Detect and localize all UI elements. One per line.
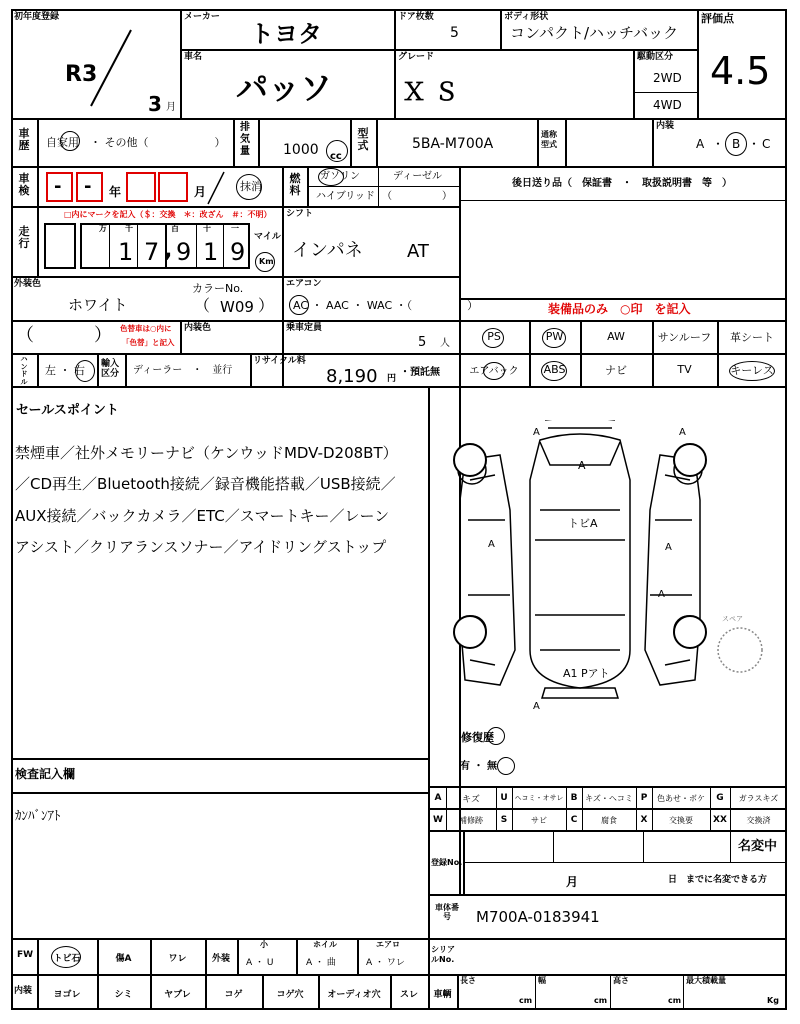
grid-line: [378, 166, 379, 208]
mileage-digit: 7: [144, 238, 160, 266]
displacement-value: 1000: [283, 142, 319, 158]
int-item: コゲ穴: [276, 989, 304, 1000]
mileage-comma: ,: [164, 238, 173, 263]
repair-circle-mark: [487, 727, 505, 745]
grid-line: [428, 830, 787, 832]
spare-tire-icon: [718, 628, 762, 672]
mileage-digit: 9: [230, 238, 246, 266]
wheel-icon: [454, 444, 486, 476]
grid-line: [428, 386, 430, 938]
legend-code: C: [570, 815, 578, 825]
color-change-note-1: 色替車は○内に: [120, 324, 172, 333]
docs-label: 後日送り品（ 保証書 ・ 取扱説明書 等 ）: [512, 178, 732, 189]
damage-mark: A: [679, 427, 686, 438]
equip-abs: ABS: [543, 363, 566, 376]
fuel-other: （ ）: [382, 191, 452, 202]
sales-line: アシスト／クリアランスソナー／アイドリングストップ: [15, 538, 387, 556]
model-value: 5BA-M700A: [412, 136, 494, 152]
inspection-box-4: [158, 172, 188, 202]
height-label: 高さ: [613, 976, 629, 985]
digit-sep: [196, 223, 197, 269]
exterior-label: 外装: [211, 953, 230, 964]
name-value: パッソ: [236, 69, 333, 107]
fw-crack: ワレ: [168, 953, 187, 964]
color-label: 外装色: [14, 279, 42, 289]
grid-line: [428, 938, 787, 940]
int-item: コゲ: [224, 989, 243, 1000]
color-code-value: W09: [220, 298, 254, 316]
common-model-label: 通称型式: [541, 130, 557, 149]
damage-mark: A: [488, 539, 495, 550]
inspection-month: 月: [194, 185, 207, 199]
legend-desc: キズ・ヘコミ: [585, 793, 633, 803]
vin-value: M700A-0183941: [476, 908, 600, 926]
wheel-icon: [674, 616, 706, 648]
recycle-deposit: ・預託無: [400, 367, 440, 378]
damage-mark: A: [533, 427, 540, 438]
inspection-label: 車検: [18, 172, 30, 197]
color-value: ホワイト: [68, 296, 128, 314]
grid-line: [233, 118, 235, 168]
grid-line: [697, 9, 699, 118]
equipment-title: 装備品のみ ○印 を記入: [548, 302, 691, 316]
grid-line: [307, 166, 309, 208]
history-label: 車歴: [18, 127, 30, 152]
unit-km: Km: [259, 257, 274, 266]
import-value: ディーラー ・ 並行: [133, 365, 233, 376]
legend-code: B: [570, 793, 578, 803]
length-unit: cm: [519, 996, 533, 1005]
legend-code: W: [433, 815, 443, 825]
fw-scratch: 傷A: [115, 953, 132, 964]
interior-grade-c: C: [762, 137, 771, 151]
first-reg-month-label: 月: [166, 102, 176, 113]
grid-line: [180, 49, 697, 51]
length-label: 長さ: [460, 976, 476, 985]
grid-line: [565, 118, 567, 168]
grid-line: [394, 9, 396, 118]
grade-label: グレード: [398, 52, 435, 62]
damage-mark: A: [533, 701, 540, 712]
color-code-close: ）: [258, 296, 275, 315]
equip-keyless-circle-mark: [729, 361, 775, 381]
legend-divider: [710, 786, 711, 830]
equip-airbag: エアバック: [469, 366, 519, 377]
mileage-digit: 9: [176, 238, 192, 266]
registration-month: 月: [566, 875, 579, 889]
legend-desc: ガラスキズ: [738, 793, 779, 803]
fuel-label: 燃料: [289, 172, 301, 197]
grade-value: Ｘ Ｓ: [402, 78, 459, 106]
mileage-label: 走行: [18, 225, 30, 250]
legend-divider: [496, 786, 497, 830]
sales-label: セールスポイント: [16, 403, 119, 418]
ac-circle-mark: [289, 295, 309, 315]
grid-line: [97, 353, 99, 386]
legend-desc: 交換済: [746, 815, 771, 825]
drive-4wd: 4WD: [653, 98, 682, 112]
legend-code: S: [500, 815, 508, 825]
legend-code: U: [500, 793, 508, 803]
doors-label: ドア枚数: [398, 12, 434, 22]
fuel-hybrid: ハイブリッド: [316, 191, 375, 202]
wheel-icon: [454, 616, 486, 648]
history-circle-mark: [60, 131, 80, 151]
equip-keyless: キーレス: [730, 363, 774, 377]
fw-chip-circle-mark: [51, 946, 81, 968]
registration-day-note: 日 までに名変できる方: [668, 875, 768, 885]
handle-value: 左 ・ 右: [45, 364, 85, 377]
fw-label: FW: [17, 950, 34, 960]
unit-sen: 千: [125, 224, 133, 233]
damage-mark: A: [665, 542, 672, 553]
legend-code: X: [640, 815, 648, 825]
grid-line: [37, 118, 39, 168]
inspect-notes-text: ｶﾝﾊﾞﾝｱﾄ: [15, 809, 61, 824]
grid-line: [683, 974, 684, 1010]
grid-line: [180, 320, 182, 353]
name-label: 車名: [184, 52, 203, 62]
spare-label: スペア: [722, 615, 743, 623]
color-code-label: カラーNo.: [192, 282, 244, 295]
legend-divider: [446, 786, 447, 830]
repair-label: 修復歴: [461, 731, 494, 744]
body-label: ボディ形状: [504, 12, 549, 22]
unit-hyaku: 百: [171, 224, 179, 233]
inspection-year: 年: [109, 185, 122, 199]
equip-ps: PS: [487, 330, 501, 343]
interior-grade-sep: ・: [712, 137, 725, 151]
body-value: コンパクト/ハッチバック: [510, 24, 679, 42]
grid-line: [37, 166, 39, 276]
import-label: 輸入区分: [101, 359, 120, 379]
handle-circle-mark: [75, 360, 95, 382]
mileage-digit: 1: [203, 238, 219, 266]
paren-open: （: [16, 325, 34, 346]
grid-line: [457, 974, 459, 1010]
legend-desc: サビ: [531, 815, 547, 825]
legend-divider: [730, 786, 731, 830]
int-item: スレ: [399, 989, 418, 1000]
drive-label: 駆動区分: [637, 52, 674, 62]
expired-circle-mark: [236, 174, 262, 200]
date-slash: [86, 28, 136, 108]
legend-desc: 色あせ・ボケ: [657, 793, 705, 803]
equip-tv: TV: [677, 363, 692, 376]
vin-label: 車体番号: [435, 903, 459, 921]
grid-line: [633, 49, 635, 118]
int-item: シミ: [114, 989, 133, 1000]
interior-grade-a: A: [696, 137, 705, 151]
legend-desc: ヘコミ・オサレ: [514, 794, 564, 802]
repair-none-circle-mark: [497, 757, 515, 775]
legend-code: XX: [713, 815, 727, 825]
grid-line: [652, 118, 654, 168]
score-value: 4.5: [710, 49, 771, 93]
model-label: 型式: [357, 127, 369, 152]
height-unit: cm: [668, 996, 682, 1005]
wheel-value: A ・ 曲: [306, 958, 336, 968]
legend-code: A: [434, 793, 442, 803]
fuel-circle-mark: [318, 168, 344, 186]
grid-line: [307, 186, 459, 187]
int-item: ヤブレ: [164, 989, 191, 1000]
interior-grade-circle-mark: [725, 132, 747, 156]
grid-line: [180, 9, 182, 118]
name-change-label: 名変中: [738, 839, 778, 854]
maker-label: メーカー: [184, 12, 220, 22]
handle-label: ハンドル: [20, 355, 28, 386]
color-code-open: （: [194, 296, 211, 315]
grid-line: [237, 938, 239, 974]
cc-circle-mark: [326, 140, 348, 162]
recycle-value: 8,190: [326, 366, 378, 387]
history-value: 自家用 ・ その他（ ）: [46, 136, 226, 149]
equip-sunroof: サンルーフ: [657, 330, 712, 344]
wheel-icon: [674, 444, 706, 476]
displacement-unit: cc: [330, 151, 342, 162]
grid-line: [535, 974, 536, 1010]
maker-value: トヨタ: [250, 20, 322, 48]
digit-sep: [109, 223, 110, 269]
inspection-dash-1: -: [54, 176, 62, 197]
capacity-label: 乗車定員: [286, 323, 323, 333]
ac-label: エアコン: [286, 279, 322, 289]
inspect-notes-label: 検査記入欄: [15, 767, 76, 781]
score-label: 評価点: [701, 12, 734, 25]
interior-color-label: 内装色: [184, 323, 212, 333]
int-item: ヨゴレ: [53, 989, 81, 1000]
grid-line: [250, 353, 252, 386]
grid-line: [553, 830, 554, 862]
interior-label: 内装: [656, 121, 675, 131]
wheel-label: ホイル: [313, 940, 337, 949]
weight-label: 最大積載量: [686, 976, 726, 985]
equip-navi: ナビ: [605, 363, 627, 377]
inspection-dash-2: -: [84, 176, 92, 197]
ac-value: AC ・ AAC ・ WAC ・（ ）: [293, 299, 479, 312]
inspection-slash: [204, 170, 228, 206]
color-change-note-2: 「色替」と記入: [122, 338, 175, 347]
shift-type: インパネ: [292, 240, 363, 261]
grid-line: [11, 206, 459, 208]
doors-value: 5: [450, 25, 459, 41]
equip-leather: 革シート: [730, 330, 774, 344]
weight-unit: Kg: [767, 996, 779, 1005]
first-reg-era: R3: [65, 62, 98, 87]
dims-label: 車輌: [433, 989, 452, 1000]
grid-line: [610, 974, 611, 1010]
capacity-unit: 人: [440, 338, 450, 349]
legend-desc: 腐食: [601, 815, 617, 825]
interior-grade-b: B: [732, 137, 741, 151]
grid-line: [633, 92, 697, 93]
grid-line: [643, 830, 644, 862]
digit-sep: [137, 223, 138, 269]
grid-line: [11, 758, 428, 760]
inspection-expired: 抹消: [240, 180, 262, 193]
grid-line: [730, 830, 731, 862]
drive-2wd: 2WD: [653, 71, 682, 85]
damage-mark: トビA: [568, 517, 598, 530]
interior-grade-sep: ・: [748, 137, 761, 151]
grid-line: [463, 862, 787, 863]
paren-close: ）: [94, 325, 112, 346]
legend-divider: [652, 786, 653, 830]
repair-value: 有 ・ 無: [460, 761, 497, 772]
small-value: A ・ U: [246, 958, 274, 968]
unit-juu: 十: [203, 224, 211, 233]
int-item: オーディオ穴: [327, 989, 381, 1000]
mileage-digit: 1: [118, 238, 134, 266]
displacement-label: 排気量: [240, 122, 250, 157]
sales-line: 禁煙車／社外メモリーナビ（ケンウッドMDV-D208BT）: [15, 444, 398, 462]
first-reg-month: 3: [148, 92, 162, 116]
legend-divider: [582, 786, 583, 830]
sales-line: AUX接続／バックカメラ／ETC／スマートキー／レーン: [15, 507, 390, 525]
grid-line: [357, 938, 359, 974]
int-label: 内装: [14, 986, 33, 996]
grid-line: [350, 118, 352, 168]
damage-mark: A1 Pアト: [563, 667, 610, 680]
grid-line: [11, 792, 428, 794]
unit-mile: マイル: [254, 232, 281, 242]
km-circle-mark: [255, 252, 275, 272]
grid-line: [459, 298, 787, 300]
width-unit: cm: [594, 996, 608, 1005]
unit-ichi: 一: [231, 224, 239, 233]
legend-desc: キズ: [462, 794, 480, 805]
fuel-diesel: ディーゼル: [393, 171, 442, 182]
damage-mark: A: [578, 459, 586, 472]
first-reg-label: 初年度登録: [14, 12, 60, 22]
recycle-label: リサイクル料: [253, 356, 306, 366]
registration-label: 登録No.: [431, 858, 463, 867]
serial-label: シリアルNo.: [431, 945, 455, 964]
equip-abs-circle-mark: [541, 361, 567, 381]
fuel-gasoline: ガソリン: [320, 171, 360, 182]
aero-value: A ・ ワレ: [366, 958, 405, 968]
equip-aw: AW: [607, 330, 625, 343]
mileage-mark-box: [44, 223, 76, 269]
legend-code: G: [716, 793, 724, 803]
grid-line: [11, 166, 787, 168]
capacity-value: 5: [418, 335, 427, 350]
damage-mark: A: [658, 589, 665, 600]
grid-line: [376, 118, 378, 168]
legend-divider: [636, 786, 637, 830]
grid-line: [500, 9, 502, 49]
grid-line: [11, 386, 787, 388]
grid-line: [428, 894, 787, 896]
unit-man: 万: [99, 224, 107, 233]
legend-code: P: [640, 793, 648, 803]
car-diagram: [440, 420, 780, 720]
grid-line: [258, 118, 260, 168]
digit-sep: [223, 223, 224, 269]
grid-line: [11, 276, 459, 278]
legend-desc: 補修跡: [459, 815, 483, 825]
grid-line: [125, 353, 127, 386]
grid-line: [11, 118, 787, 120]
grid-line: [537, 118, 539, 168]
recycle-unit: 円: [387, 374, 397, 384]
sales-line: ／CD再生／Bluetooth接続／録音機能搭載／USB接続／: [15, 475, 396, 493]
aero-label: エアロ: [376, 940, 400, 949]
equip-pw-circle-mark: [542, 328, 566, 348]
grid-line: [37, 353, 39, 386]
legend-divider: [512, 786, 513, 830]
width-label: 幅: [538, 976, 546, 985]
shift-value: AT: [407, 241, 429, 262]
legend-divider: [566, 786, 567, 830]
shift-label: シフト: [286, 209, 314, 219]
small-label: 小: [260, 940, 268, 949]
equip-airbag-circle-mark: [483, 362, 505, 380]
inspection-box-3: [126, 172, 156, 202]
equip-pw: PW: [545, 330, 564, 343]
grid-line: [459, 200, 787, 201]
mileage-note: □内にマークを記入（＄：交換 ＊：改ざん ＃：不明）: [64, 210, 272, 219]
fw-chip: トビ石: [53, 953, 81, 964]
legend-desc: 交換要: [669, 815, 693, 825]
grid-line: [296, 938, 298, 974]
equip-ps-circle-mark: [482, 328, 504, 348]
